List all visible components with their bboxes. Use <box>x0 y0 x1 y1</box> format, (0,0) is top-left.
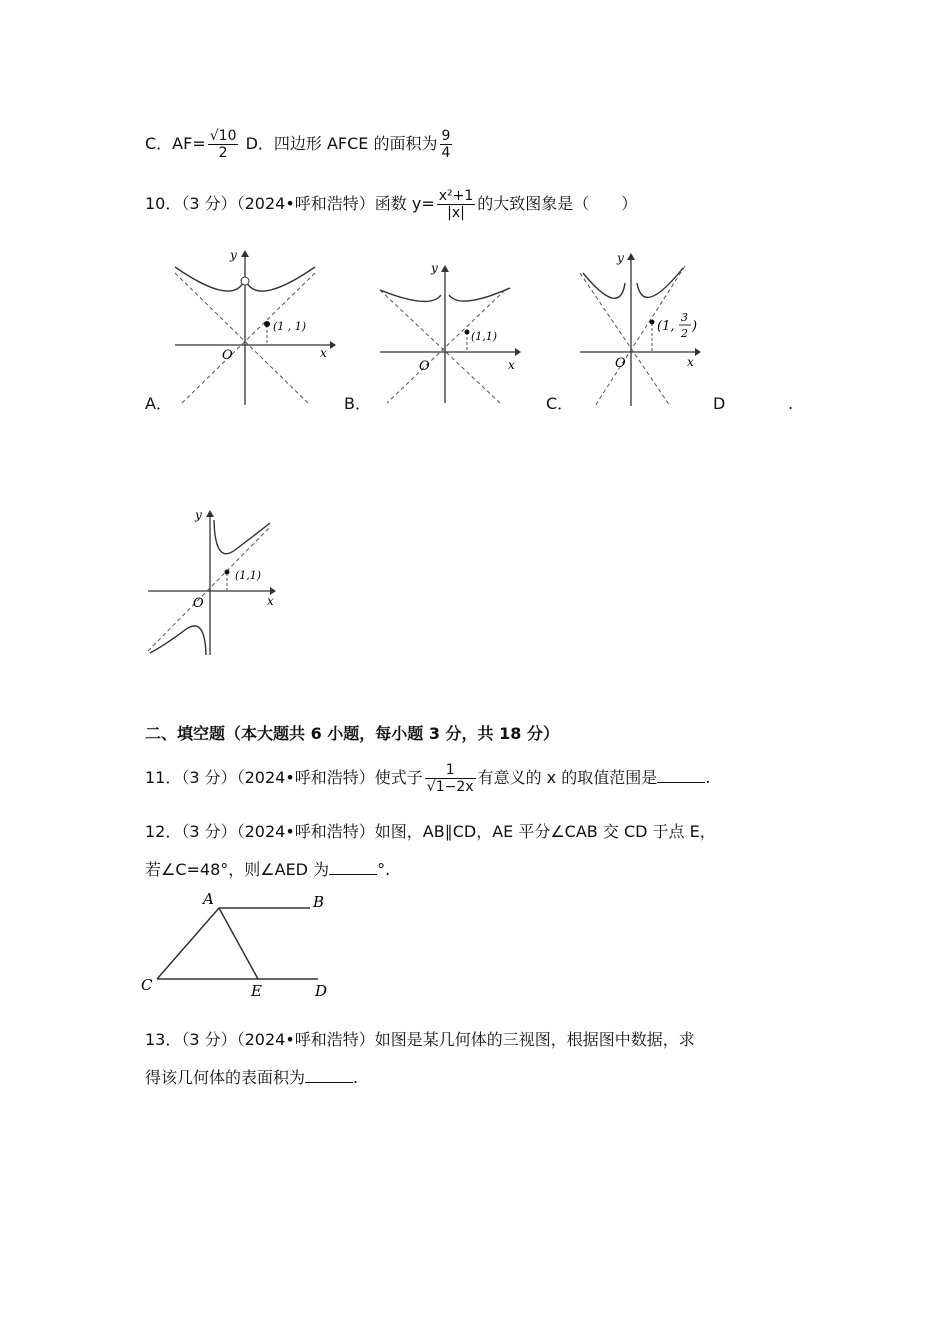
q9-option-c-label: C．AF= <box>145 134 206 153</box>
q10-a-point-label: (1 , 1) <box>273 320 307 333</box>
q10-a-origin-label: O <box>222 348 233 363</box>
q12-label-a: A <box>203 890 214 908</box>
q10-d-point-label: (1,1) <box>235 569 262 582</box>
q10-b-point-label: (1,1) <box>471 330 498 343</box>
q9-option-c-fraction <box>208 128 239 161</box>
q11-numerator: 1 <box>445 762 455 778</box>
q9-option-c-denominator: 2 <box>208 144 239 161</box>
q12-line-2 <box>145 860 390 880</box>
q13-answer-blank[interactable] <box>305 1068 353 1083</box>
q13-line-2-end: . <box>353 1068 359 1087</box>
q10-c-x-axis-label: x <box>687 355 694 369</box>
q10-option-d-period: . <box>788 394 794 413</box>
q10-c-point-label-pre: (1, <box>657 319 675 334</box>
q10-c-point-label-post: ) <box>692 319 698 334</box>
q10-b-origin-label: O <box>419 359 430 374</box>
q12-answer-blank[interactable] <box>329 860 377 875</box>
q10-a-x-axis-label: x <box>320 346 327 360</box>
q10-c-point-denominator: 2 <box>681 327 688 340</box>
q11-answer-blank[interactable] <box>657 768 705 783</box>
q10-denominator: |x| <box>437 204 476 221</box>
q9-option-d-label: D．四边形 AFCE 的面积为 <box>240 134 438 153</box>
q9-option-d-numerator: 9 <box>441 128 451 144</box>
q13-line-2 <box>145 1068 358 1088</box>
q10-d-y-axis-label: y <box>195 508 202 522</box>
q11-prefix: 11．（3 分）（2024•呼和浩特）使式子 <box>145 768 423 787</box>
q10-prefix: 10．（3 分）（2024•呼和浩特）函数 y= <box>145 194 435 213</box>
q9-option-c-numerator: √10 <box>209 128 237 144</box>
q12-line-1: 12．（3 分）（2024•呼和浩特）如图，AB∥CD，AE 平分∠CAB 交 CD 于点 E， <box>145 822 716 841</box>
q12-figure <box>135 888 340 998</box>
q12-line-2-prefix: 若∠C=48°，则∠AED 为 <box>145 860 330 879</box>
q12-label-c: C <box>141 976 153 994</box>
section-2-title: 二、填空题（本大题共 6 小题，每小题 3 分，共 18 分） <box>145 724 559 743</box>
q10-c-y-axis-label: y <box>617 251 624 265</box>
q11-fraction <box>425 762 476 795</box>
q13-line-2-prefix: 得该几何体的表面积为 <box>145 1068 306 1087</box>
q10-graph-a <box>170 245 340 410</box>
q10-fraction <box>437 188 476 221</box>
q12-label-e: E <box>251 982 262 998</box>
q10-option-d[interactable]: D <box>713 394 726 413</box>
q10-b-x-axis-label: x <box>508 358 515 372</box>
q10-c-point-numerator: 3 <box>681 311 688 324</box>
q10-b-y-axis-label: y <box>431 261 438 275</box>
q9-options-line <box>145 128 454 161</box>
q10-a-y-axis-label: y <box>230 248 237 262</box>
q11-stem <box>145 762 710 795</box>
q10-numerator: x²+1 <box>438 188 474 204</box>
q11-denominator: √1−2x <box>426 779 474 795</box>
q10-graph-d <box>145 505 285 660</box>
q11-end: . <box>705 768 711 787</box>
q10-option-b[interactable]: B． <box>344 394 371 413</box>
q10-d-origin-label: O <box>193 596 204 611</box>
q12-line-2-end: °. <box>377 860 391 879</box>
q12-label-d: D <box>315 982 328 998</box>
q10-option-a[interactable]: A． <box>145 394 172 413</box>
q10-option-c[interactable]: C． <box>546 394 574 413</box>
q9-option-d-denominator: 4 <box>441 145 451 161</box>
q10-d-x-axis-label: x <box>267 594 274 608</box>
q12-label-b: B <box>313 893 325 911</box>
q13-line-1: 13．（3 分）（2024•呼和浩特）如图是某几何体的三视图，根据图中数据，求 <box>145 1030 695 1049</box>
q10-graph-b <box>375 260 525 405</box>
q11-suffix: 有意义的 x 的取值范围是 <box>477 768 658 787</box>
q9-option-d-fraction <box>440 128 453 161</box>
q10-stem <box>145 188 637 221</box>
q10-c-origin-label: O <box>615 356 626 371</box>
q10-suffix: 的大致图象是（ ） <box>477 194 638 213</box>
q10-graph-c <box>575 248 710 408</box>
